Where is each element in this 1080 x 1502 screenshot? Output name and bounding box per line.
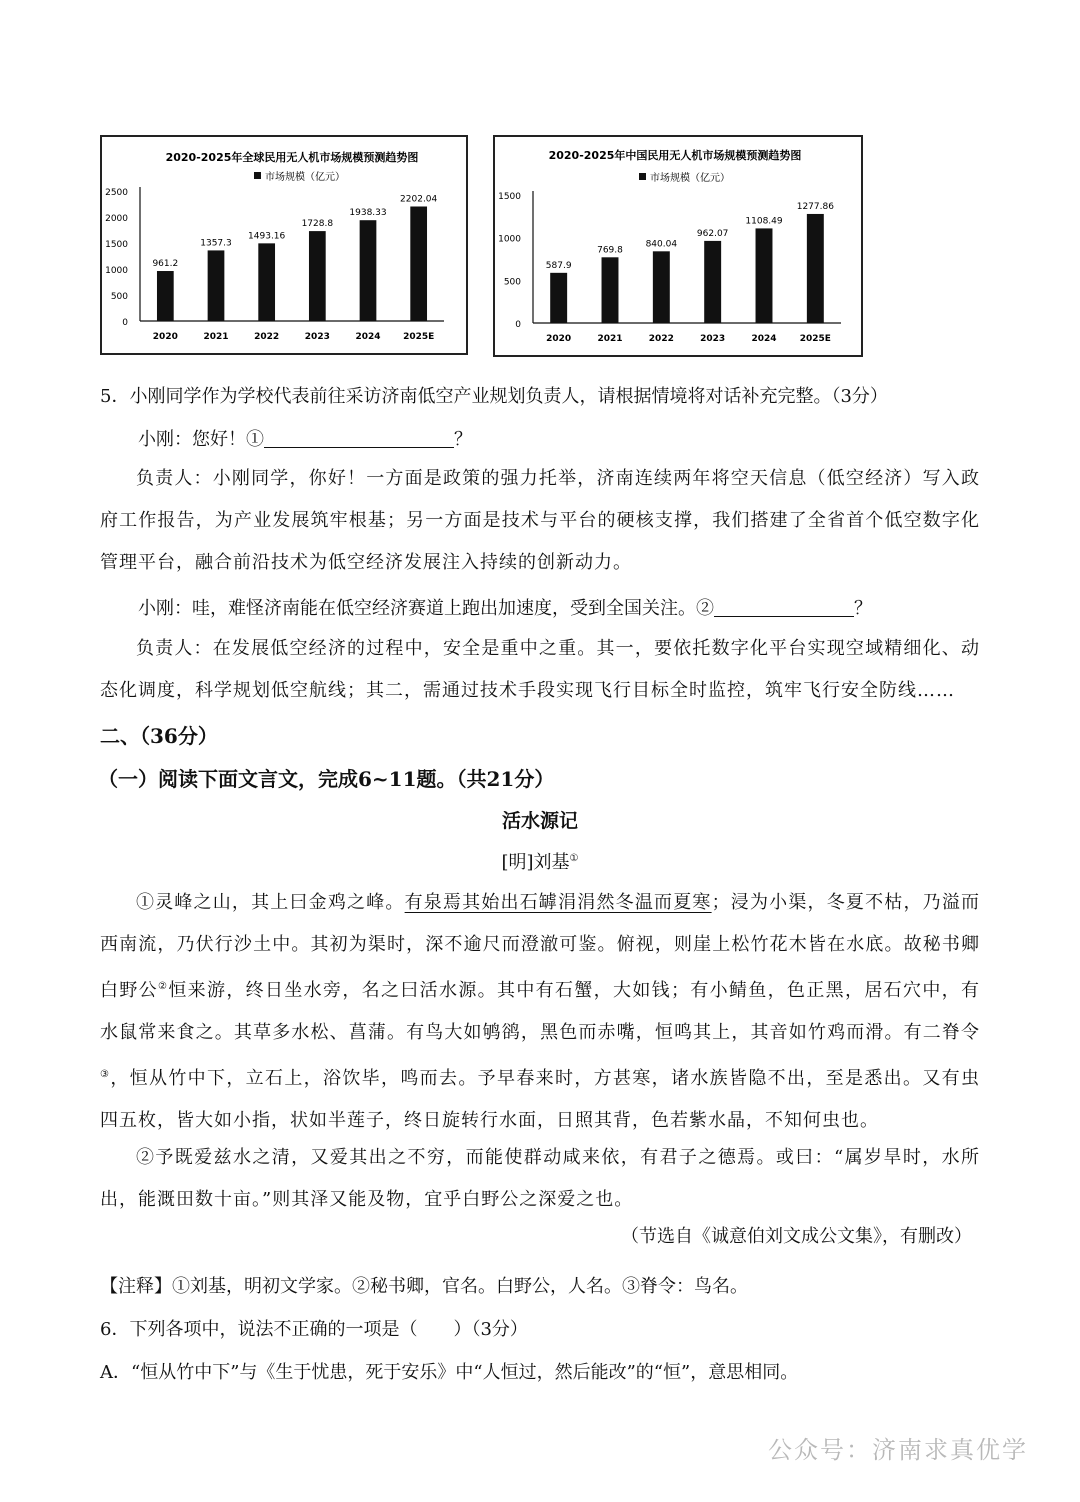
chart-title: 2020-2025年全球民用无人机市场规模预测趋势图: [165, 151, 419, 164]
bar: [602, 257, 619, 323]
x-tick-label: 2021: [597, 334, 623, 344]
bar: [756, 228, 773, 323]
q5-dialog-line1: [138, 425, 472, 451]
x-tick-label: 2022: [648, 334, 674, 344]
section-heading: 二、（36分）: [100, 724, 218, 748]
chart-global-svg: [102, 137, 466, 353]
y-tick-label: 500: [503, 277, 521, 288]
watermark: 公众号：济南求真优学: [768, 1436, 1028, 1464]
x-tick-label: 2025E: [403, 332, 435, 342]
y-tick-label: 2000: [105, 214, 128, 224]
bar-value-label: 840.04: [645, 239, 678, 250]
bar: [360, 220, 377, 321]
bar: [410, 206, 427, 321]
y-tick-label: 1000: [105, 266, 128, 276]
bar: [550, 273, 567, 323]
q5-line1-prefix: 小刚：您好！①: [138, 429, 264, 450]
chart-china-drone-market: [493, 135, 863, 357]
passage-title: 活水源记: [501, 810, 578, 832]
x-tick-label: 2025E: [799, 334, 831, 344]
q5-response-2: 负责人：在发展低空经济的过程中，安全是重中之重。其一，要依托数字化平台实现空域精细化、动态化调度，科学规划低空航线；其二，需通过技术手段实现飞行目标全时监控，筑牢飞行安全防线……: [100, 638, 980, 701]
q5-response-1: 负责人：小刚同学，你好！一方面是政策的强力托举，济南连续两年将空天信息（低空经济）写入政府工作报告，为产业发展筑牢根基；另一方面是技术与平台的硬核支撑，我们搭建了全省首个低空数字化管理平台，融合前沿技术为低空经济发展注入持续的创新动力。: [100, 468, 980, 573]
bar-value-label: 961.2: [152, 259, 179, 270]
answer-blank-2[interactable]: [714, 596, 854, 617]
chart-title: 2020-2025年中国民用无人机市场规模预测趋势图: [548, 149, 802, 162]
legend-swatch: [254, 172, 261, 179]
passage-paragraph-2: ②予既爱兹水之清，又爱其出之不穷，而能使群动咸来依，有君子之德焉。或曰：“属岁旱时，水所出，能溉田数十亩。”则其泽又能及物，宜乎白野公之深爱之也。: [100, 1147, 980, 1210]
note-mark-3: ③: [100, 1069, 111, 1080]
bar: [258, 243, 275, 321]
bar-value-label: 769.8: [597, 245, 623, 256]
x-tick-label: 2020: [546, 334, 572, 344]
y-tick-label: 1500: [105, 240, 128, 250]
x-tick-label: 2024: [355, 332, 381, 342]
q5-line2-suffix: ？: [854, 598, 872, 619]
bar: [309, 231, 326, 321]
bar-value-label: 2202.04: [400, 194, 438, 205]
bar-value-label: 962.07: [696, 228, 729, 239]
passage-source: （节选自《诚意伯刘文成公文集》，有删改）: [621, 1226, 972, 1247]
y-tick-label: 0: [515, 320, 521, 330]
y-tick-label: 2500: [105, 188, 128, 198]
author-name: [明]刘基: [501, 852, 570, 873]
p1-underlined-sentence: 有泉焉其始出石罅涓涓然冬温而夏寒: [404, 892, 712, 913]
bar-value-label: 587.9: [545, 260, 572, 271]
p1-start: ①灵峰之山，其上曰金鸡之峰。: [136, 892, 405, 913]
chart-legend: 市场规模（亿元）: [265, 172, 345, 183]
bar-value-label: 1357.3: [200, 238, 232, 249]
x-tick-label: 2023: [304, 332, 330, 342]
x-tick-label: 2021: [203, 332, 229, 342]
p1-end: ，恒从竹中下，立石上，浴饮毕，鸣而去。予早春来时，方甚寒，诸水族皆隐不出，至是悉出。又有虫四五枚，皆大如小指，状如半莲子，终日旋转行水面，日照其背，色若紫水晶，不知何虫也。: [100, 1068, 981, 1131]
bar: [653, 251, 670, 323]
p1-mid1: ；浸为小渠，冬夏不枯，乃溢而西南流，乃伏行沙土中。其初为渠时，深不逾尺而澄澈可鉴。俯视，则崖上松竹花木皆在水底。故秘书卿白野公: [100, 892, 981, 1001]
legend-swatch: [639, 173, 646, 180]
y-tick-label: 1500: [498, 192, 521, 202]
section-subheading: （一）阅读下面文言文，完成6~11题。（共21分）: [98, 767, 555, 791]
q5-line1-suffix: ？: [454, 429, 472, 450]
q5-stem: 5．小刚同学作为学校代表前往采访济南低空产业规划负责人，请根据情境将对话补充完整。（3分）: [100, 386, 888, 407]
passage-author: [0, 848, 1080, 874]
passage-notes: 【注释】①刘基，明初文学家。②秘书卿，官名。白野公，人名。③脊令：鸟名。: [100, 1276, 748, 1297]
q6-stem: 6．下列各项中，说法不正确的一项是（ ）（3分）: [100, 1319, 528, 1340]
p1-mid2: 恒来游，终日坐水旁，名之曰活水源。其中有石蟹，大如钱；有小鲭鱼，色正黑，居石穴中，有水鼠常来食之。其草多水松、菖蒲。有鸟大如鸲鹆，黑色而赤嘴，恒鸣其上，其音如竹鸡而滑。有二脊令: [100, 980, 981, 1043]
bar-value-label: 1108.49: [745, 216, 783, 227]
q6-option-a: A．“恒从竹中下”与《生于忧患，死于安乐》中“人恒过，然后能改”的“恒”，意思相同。: [100, 1362, 799, 1383]
answer-blank-1[interactable]: [264, 427, 454, 448]
bar-value-label: 1938.33: [349, 208, 387, 219]
bar: [157, 271, 174, 321]
chart-legend: 市场规模（亿元）: [650, 173, 730, 184]
x-tick-label: 2022: [254, 332, 280, 342]
bar-value-label: 1728.8: [301, 219, 334, 230]
bar: [807, 214, 824, 323]
q5-dialog-line2: [138, 594, 872, 620]
x-tick-label: 2023: [700, 334, 726, 344]
chart-china-svg: [495, 137, 861, 355]
bar-value-label: 1493.16: [248, 231, 286, 242]
y-tick-label: 500: [110, 292, 128, 302]
passage-paragraph-1: [100, 882, 980, 1142]
note-mark-2: ②: [158, 981, 169, 992]
bar: [208, 250, 225, 321]
bar: [704, 241, 721, 323]
y-tick-label: 0: [122, 318, 128, 328]
author-note-mark: ①: [569, 853, 579, 864]
x-tick-label: 2024: [751, 334, 777, 344]
y-tick-label: 1000: [498, 234, 521, 245]
chart-global-drone-market: [100, 135, 468, 355]
q5-line2-prefix: 小刚：哇，难怪济南能在低空经济赛道上跑出加速度，受到全国关注。②: [138, 598, 714, 619]
x-tick-label: 2020: [152, 332, 178, 342]
bar-value-label: 1277.86: [796, 201, 834, 212]
